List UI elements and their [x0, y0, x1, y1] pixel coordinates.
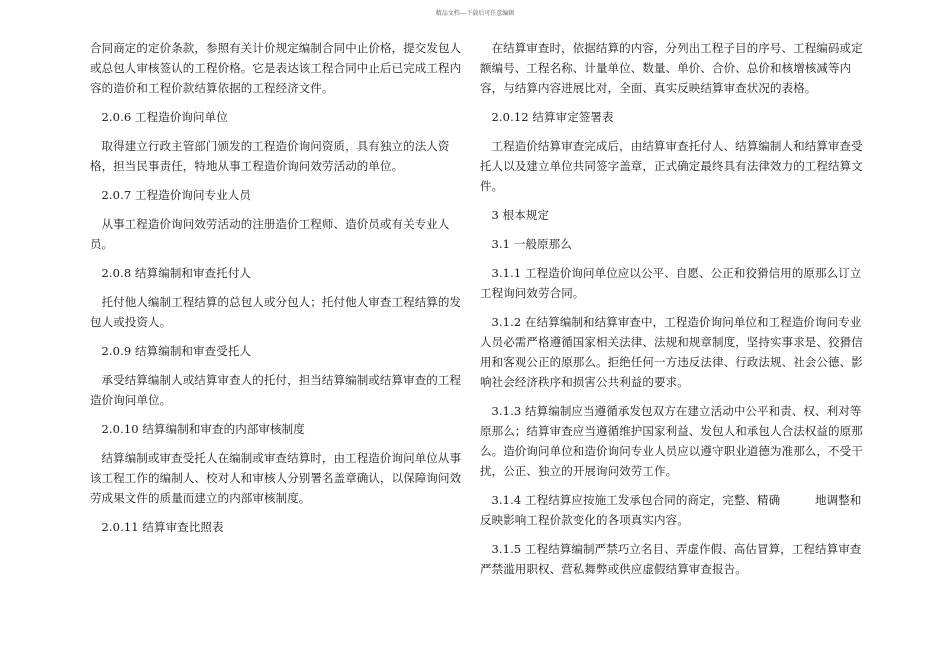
paragraph: 合同商定的定价条款，参照有关计价规定编制合同中止价格，提交发包人或总包人审核签认的工程价格。它是表达该工程合同中止后已完成工程内容的造价和工程价款结算依据的工程经济文件。 — [90, 41, 462, 95]
paragraph: 在结算审查时，依据结算的内容，分列出工程子目的序号、工程编码或定额编号、工程名称、计量单位、数量、单价、合价、总价和核增核减等内容，与结算内容进展比对，全面、真实反映结算审查状况的表格。 — [480, 41, 863, 95]
left-column — [90, 38, 462, 546]
section-heading: 2.0.11 结算审查比照表 — [101, 520, 224, 534]
paragraph: 3.1.2 在结算编制和结算审查中，工程造价询问单位和工程造价询问专业人员必需严格遵循国家相关法律、法规和规章制度，坚持实事求是、狡猾信用和客观公正的原那么。拒绝任何一方违反法律、行政法规、社会公德、影响社会经济秩序和损害公共利益的要求。 — [480, 315, 863, 389]
paragraph: 3.1.5 工程结算编制严禁巧立名目、弄虚作假、高估冒算，工程结算审查严禁滥用职权、营私舞弊或供应虚假结算审查报告。 — [480, 542, 862, 576]
paragraph: 3.1.4 工程结算应按施工发承包合同的商定，完整、精确 地调整和反映影响工程价款变化的各项真实内容。 — [480, 493, 862, 527]
section-heading: 2.0.8 结算编制和审查托付人 — [101, 266, 252, 280]
paragraph: 3.1.3 结算编制应当遵循承发包双方在建立活动中公平和责、权、利对等原那么；结算审查应当遵循维护国家利益、发包人和承包人合法权益的原那么。造价询问单位和造价询问专业人员应以遵守职业道德为准那么，不受干扰，公正、独立的开展询问效劳工作。 — [480, 404, 863, 478]
section-heading: 2.0.6 工程造价询问单位 — [101, 110, 228, 124]
right-column — [480, 38, 872, 588]
paragraph: 从事工程造价询问效劳活动的注册造价工程师、造价员或有关专业人员。 — [90, 217, 450, 251]
section-heading: 2.0.7 工程造价询问专业人员 — [101, 188, 252, 202]
section-heading: 2.0.10 结算编制和审查的内部审核制度 — [101, 422, 305, 436]
section-heading: 3.1 一般原那么 — [491, 237, 572, 251]
paragraph: 工程造价结算审查完成后，由结算审查托付人、结算编制人和结算审查受托人以及建立单位共同签字盖章，正式确定最终具有法律效力的工程结算文件。 — [480, 139, 863, 193]
paragraph: 托付他人编制工程结算的总包人或分包人；托付他人审查工程结算的发包人或投资人。 — [90, 295, 462, 329]
paragraph: 承受结算编制人或结算审查人的托付，担当结算编制或结算审查的工程造价询问单位。 — [90, 373, 462, 407]
paragraph: 3.1.1 工程造价询问单位应以公平、自愿、公正和狡猾信用的原那么订立工程询问效劳合同。 — [480, 266, 862, 300]
paragraph: 取得建立行政主管部门颁发的工程造价询问资质，具有独立的法人资格，担当民事责任，特地从事工程造价询问效劳活动的单位。 — [90, 139, 450, 173]
section-heading: 2.0.12 结算审定签署表 — [491, 110, 614, 124]
paragraph: 结算编制或审查受托人在编制或审查结算时，由工程造价询问单位从事该工程工作的编制人、校对人和审核人分别署名盖章确认，以保障询问效劳成果文件的质量而建立的内部审核制度。 — [90, 451, 462, 505]
page-header: 精品文档---下载后可任意编辑 — [435, 10, 515, 17]
section-heading: 3 根本规定 — [491, 208, 550, 222]
section-heading: 2.0.9 结算编制和审查受托人 — [101, 344, 252, 358]
